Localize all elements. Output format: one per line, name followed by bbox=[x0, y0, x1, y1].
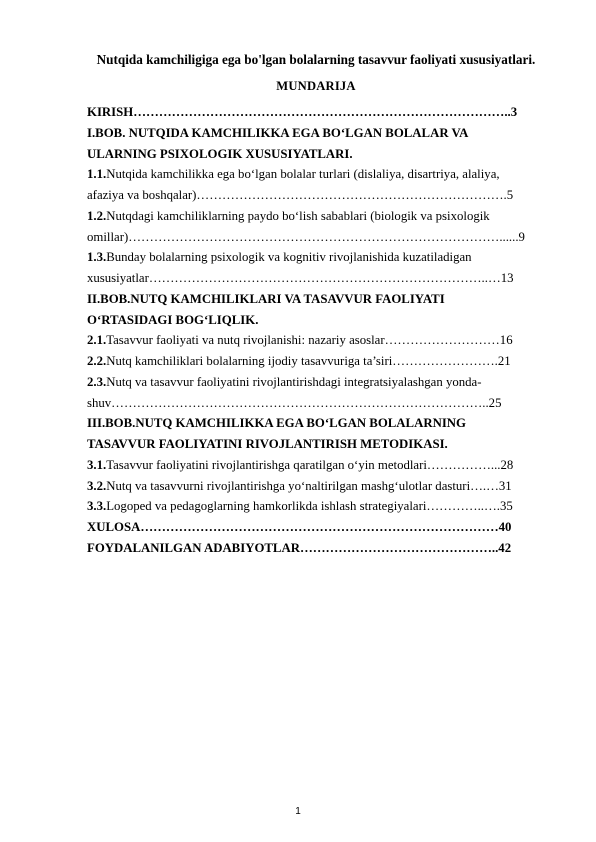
section-number: 1.1. bbox=[87, 167, 107, 182]
toc-line bbox=[87, 374, 481, 390]
toc-line bbox=[87, 436, 448, 452]
toc-line bbox=[87, 540, 511, 556]
toc-line bbox=[87, 166, 500, 182]
toc-line-text: II.BOB.NUTQ KAMCHILIKLARI VA TASAVVUR FAOLIYATI bbox=[87, 291, 445, 306]
toc-line-text: Logoped va pedagoglarning hamkorlikda ishlash strategiyalari…………..….35 bbox=[106, 499, 513, 514]
toc-line bbox=[87, 291, 445, 307]
toc-line bbox=[87, 146, 353, 162]
toc-line-text: FOYDALANILGAN ADABIYOTLAR………………………………………..42 bbox=[87, 540, 512, 555]
section-number: 2.3. bbox=[87, 374, 107, 389]
section-number: 1.2. bbox=[87, 208, 107, 223]
toc-line-text: afaziya va boshqalar)……………………………………………………………….5 bbox=[87, 188, 514, 202]
toc-line bbox=[87, 353, 511, 369]
toc-line-text: TASAVVUR FAOLIYATINI RIVOJLANTIRISH METODIKASI. bbox=[87, 437, 448, 451]
toc-line-text: Bunday bolalarning psixologik va kognitiv rivojlanishida kuzatiladigan bbox=[106, 250, 472, 265]
toc-heading: MUNDARIJA bbox=[276, 79, 356, 93]
toc-line bbox=[87, 104, 517, 120]
toc-line-text: Tasavvur faoliyati va nutq rivojlanishi: nazariy asoslar………………………16 bbox=[106, 333, 513, 348]
toc-line-text: omillar)……………………………………………………………………………......9 bbox=[87, 229, 525, 244]
toc-line-text: Nutqdagi kamchiliklarning paydo bo‘lish sabablari (biologik va psixologik bbox=[106, 208, 490, 223]
toc-line-text: I.BOB. NUTQIDA KAMCHILIKKA EGA BO‘LGAN BOLALAR VA bbox=[87, 125, 469, 140]
toc-line-text: Nutq va tasavvur faoliyatini rivojlantirishdagi integratsiyalashgan yonda- bbox=[106, 374, 482, 389]
toc-line bbox=[87, 395, 501, 411]
toc-line-text: Nutq kamchiliklari bolalarning ijodiy tasavvuriga ta’siri…………………….21 bbox=[106, 354, 511, 368]
document-title: Nutqida kamchiligiga ega bo'lgan bolalarning tasavvur faoliyati xususiyatlari. bbox=[96, 52, 536, 67]
toc-line bbox=[87, 187, 513, 203]
toc-line bbox=[87, 270, 514, 286]
toc-line bbox=[87, 415, 466, 431]
toc-line bbox=[87, 457, 513, 473]
toc-line-text: O‘RTASIDAGI BOG‘LIQLIK. bbox=[87, 312, 259, 327]
toc-line-text: XULOSA…………………………………………………………………………40 bbox=[87, 520, 512, 534]
toc-line-text: Nutqida kamchilikka ega bo‘lgan bolalar turlari (dislaliya, disartriya, alaliya, bbox=[106, 167, 500, 182]
page-number: 1 bbox=[295, 806, 301, 817]
toc-line bbox=[87, 519, 511, 535]
toc-line bbox=[87, 332, 513, 348]
toc-line-text: Tasavvur faoliyatini rivojlantirishga qaratilgan o‘yin metodlari……………...28 bbox=[106, 457, 514, 472]
section-number: 2.1. bbox=[87, 333, 107, 348]
section-number: 3.1. bbox=[87, 457, 107, 472]
toc-line-text: III.BOB.NUTQ KAMCHILIKKA EGA BO‘LGAN BOLALARNING bbox=[87, 416, 466, 431]
section-number: 2.2. bbox=[87, 354, 107, 368]
toc-line-text: shuv……………………………………………………………………………..25 bbox=[87, 395, 502, 410]
toc-line bbox=[87, 478, 512, 494]
toc-line-text: xususiyatlar……………………………………………………………………..…13 bbox=[87, 271, 514, 285]
toc-line bbox=[87, 312, 258, 328]
section-number: 3.2. bbox=[87, 478, 107, 493]
toc-line bbox=[87, 498, 513, 514]
section-number: 3.3. bbox=[87, 499, 107, 514]
section-number: 1.3. bbox=[87, 250, 107, 265]
toc-line bbox=[87, 249, 472, 265]
toc-line-text: Nutq va tasavvurni rivojlantirishga yo‘naltirilgan mashg‘ulotlar dasturi….…31 bbox=[106, 478, 512, 493]
toc-line-text: KIRISH……………………………………………………………………………..3 bbox=[87, 105, 518, 119]
toc-line bbox=[87, 125, 468, 141]
toc-line bbox=[87, 229, 525, 245]
toc-line bbox=[87, 208, 490, 224]
toc-line-text: ULARNING PSIXOLOGIK XUSUSIYATLARI. bbox=[87, 146, 353, 161]
